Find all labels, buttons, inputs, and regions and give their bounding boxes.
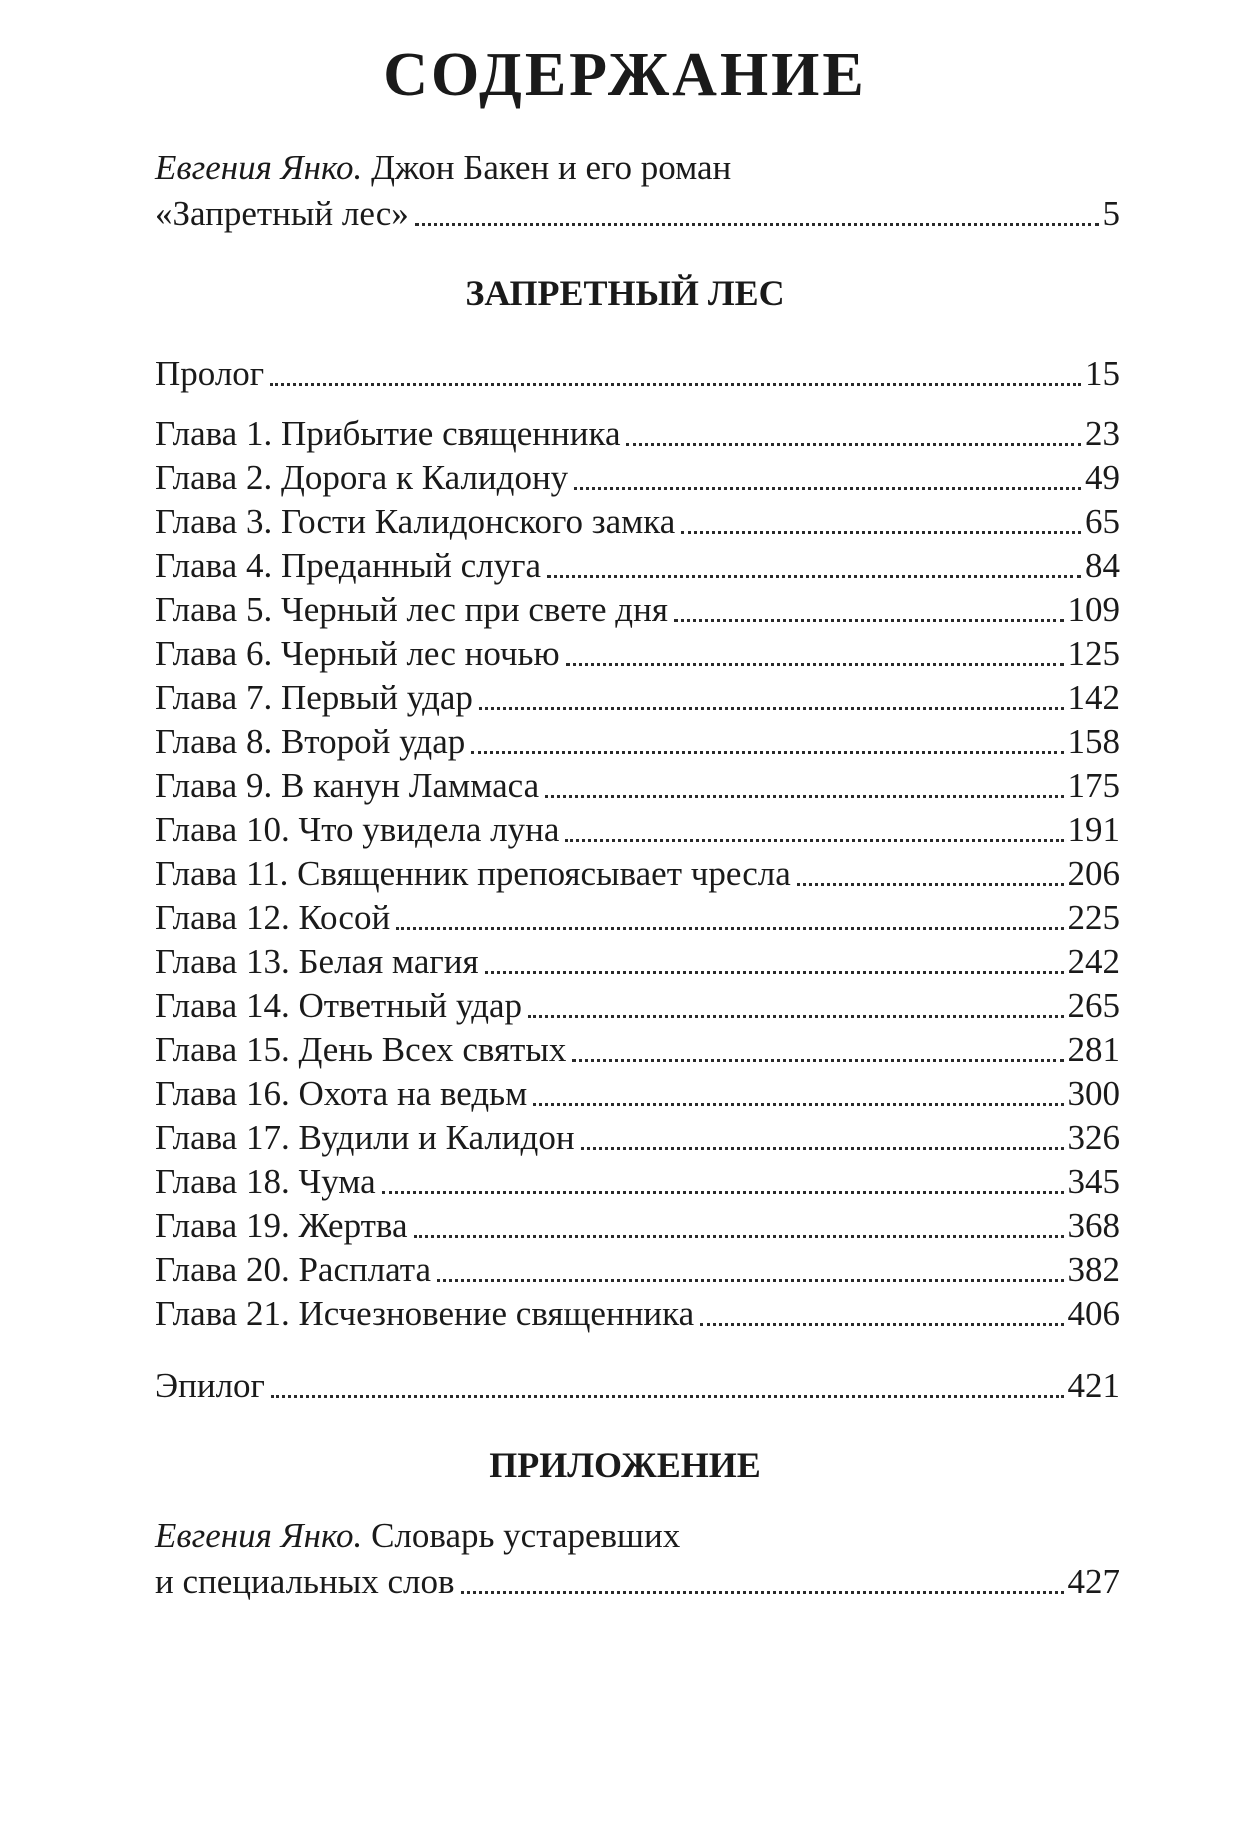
chapter-title: Глава 11. Священник препоясывает чресла [155,854,791,893]
chapter-page-number: 225 [1067,898,1120,937]
chapter-title: Глава 1. Прибытие священника [155,414,621,453]
entry-page-number: 421 [1067,1366,1120,1405]
chapter-page-number: 49 [1085,458,1120,497]
chapter-title: Глава 15. День Всех святых [155,1030,567,1069]
chapter-page-number: 109 [1067,590,1120,629]
part-title: ЗАПРЕТНЫЙ ЛЕС [465,273,785,313]
toc-entry-chapter[interactable] [155,984,1120,1028]
chapter-page-number: 326 [1067,1118,1120,1157]
toc-entry-chapter[interactable] [155,1072,1120,1116]
dot-leader [681,531,1081,534]
toc-entry-chapter[interactable] [155,456,1120,500]
intro-page-number: 5 [1102,194,1120,233]
intro-author: Евгения Янко. [155,148,363,187]
dot-leader [700,1323,1063,1326]
page-title: СОДЕРЖАНИЕ [383,41,867,109]
dot-leader [797,883,1064,886]
dot-leader [485,971,1064,974]
dot-leader [545,795,1063,798]
chapter-page-number: 368 [1067,1206,1120,1245]
appendix-first-line [155,1516,680,1556]
appendix-page-number: 427 [1067,1562,1120,1601]
toc-entry-chapter[interactable] [155,1028,1120,1072]
chapter-title: Глава 7. Первый удар [155,678,473,717]
dot-leader [566,663,1064,666]
entry-title: Эпилог [155,1366,265,1405]
toc-entry-chapter[interactable] [155,852,1120,896]
toc-entry-intro[interactable] [155,192,1120,236]
toc-entry-prologue[interactable] [155,352,1120,396]
chapter-title: Глава 3. Гости Калидонского замка [155,502,676,541]
appendix-title: ПРИЛОЖЕНИЕ [489,1445,761,1485]
toc-entry-chapter[interactable] [155,632,1120,676]
chapter-title: Глава 19. Жертва [155,1206,408,1245]
chapter-title: Глава 13. Белая магия [155,942,479,981]
chapter-title: Глава 14. Ответный удар [155,986,523,1025]
chapter-title: Глава 17. Вудили и Калидон [155,1118,575,1157]
entry-title: Пролог [155,354,265,393]
chapter-page-number: 84 [1085,546,1120,585]
toc-entry-chapter[interactable] [155,940,1120,984]
chapter-page-number: 406 [1067,1294,1120,1333]
chapter-page-number: 382 [1067,1250,1120,1289]
dot-leader [382,1191,1064,1194]
dot-leader [271,1395,1064,1398]
toc-entry-chapter[interactable] [155,1160,1120,1204]
toc-entry-epilogue[interactable] [155,1364,1120,1408]
appendix-author: Евгения Янко. [155,1516,363,1555]
dot-leader [471,751,1063,754]
chapter-page-number: 125 [1067,634,1120,673]
toc-entry-chapter[interactable] [155,1292,1120,1336]
dot-leader [547,575,1081,578]
chapter-title: Глава 2. Дорога к Калидону [155,458,569,497]
toc-entry-chapter[interactable] [155,720,1120,764]
chapter-title: Глава 12. Косой [155,898,391,937]
entry-page-number: 15 [1085,354,1120,393]
intro-title-line1: Джон Бакен и его роман [371,148,732,187]
chapter-page-number: 345 [1067,1162,1120,1201]
chapter-page-number: 142 [1067,678,1120,717]
chapter-title: Глава 20. Расплата [155,1250,432,1289]
toc-entry-chapter[interactable] [155,808,1120,852]
toc-entry-chapter[interactable] [155,1116,1120,1160]
dot-leader [437,1279,1063,1282]
dot-leader [528,1015,1063,1018]
chapter-page-number: 23 [1085,414,1120,453]
appendix-title-line1: Словарь устаревших [371,1516,681,1555]
dot-leader [572,1059,1063,1062]
chapter-title: Глава 10. Что увидела луна [155,810,560,849]
toc-entry-chapter[interactable] [155,1248,1120,1292]
chapter-title: Глава 21. Исчезновение священника [155,1294,695,1333]
chapter-title: Глава 9. В канун Ламмаса [155,766,540,805]
chapter-page-number: 158 [1067,722,1120,761]
toc-entry-chapter[interactable] [155,412,1120,456]
chapter-title: Глава 6. Черный лес ночью [155,634,560,673]
dot-leader [574,487,1081,490]
toc-entry-chapter[interactable] [155,544,1120,588]
dot-leader [581,1147,1064,1150]
dot-leader [270,383,1081,386]
chapter-page-number: 206 [1067,854,1120,893]
dot-leader [414,1235,1064,1238]
chapter-page-number: 300 [1067,1074,1120,1113]
dot-leader [479,707,1064,710]
chapter-page-number: 242 [1067,942,1120,981]
toc-entry-chapter[interactable] [155,896,1120,940]
toc-entry-appendix[interactable] [155,1560,1120,1604]
toc-entry-chapter[interactable] [155,676,1120,720]
intro-first-line [155,148,731,188]
dot-leader [461,1591,1064,1594]
chapter-title: Глава 18. Чума [155,1162,376,1201]
dot-leader [396,927,1063,930]
dot-leader [565,839,1063,842]
appendix-title-line2: и специальных слов [155,1562,455,1601]
dot-leader [533,1103,1063,1106]
chapter-title: Глава 16. Охота на ведьм [155,1074,528,1113]
dot-leader [415,223,1099,226]
chapter-page-number: 281 [1067,1030,1120,1069]
chapter-page-number: 191 [1067,810,1120,849]
chapter-page-number: 265 [1067,986,1120,1025]
chapter-title: Глава 8. Второй удар [155,722,466,761]
dot-leader [674,619,1064,622]
chapter-title: Глава 4. Преданный слуга [155,546,541,585]
chapter-page-number: 65 [1085,502,1120,541]
toc-entry-chapter[interactable] [155,764,1120,808]
toc-entry-chapter[interactable] [155,500,1120,544]
toc-entry-chapter[interactable] [155,1204,1120,1248]
intro-title-line2: «Запретный лес» [155,194,409,233]
toc-entry-chapter[interactable] [155,588,1120,632]
chapter-page-number: 175 [1067,766,1120,805]
chapter-title: Глава 5. Черный лес при свете дня [155,590,668,629]
dot-leader [626,443,1081,446]
